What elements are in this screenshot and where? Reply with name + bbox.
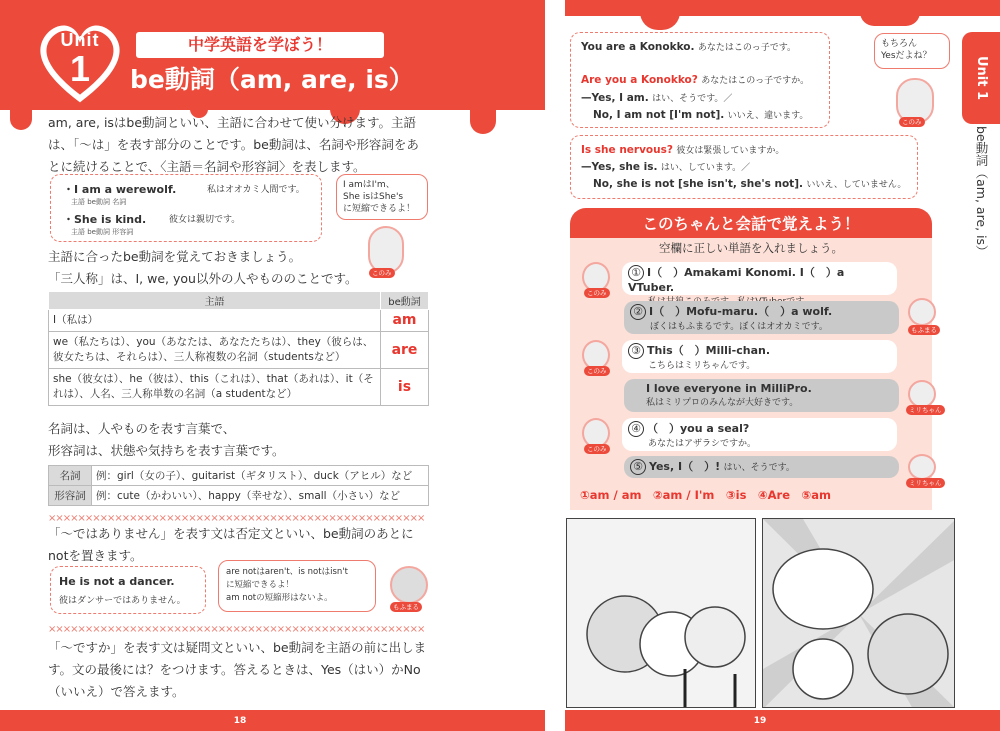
example-translation: あなたはこのっ子ですか。: [701, 76, 810, 86]
example-sentence: —Yes, she is.: [581, 161, 658, 173]
dialog-bubble: [622, 340, 897, 373]
bubble-line: Yesだよね？: [881, 51, 932, 61]
example-sentence: You are a Konokko.: [581, 41, 695, 53]
footer-bar: [0, 710, 1000, 731]
mirichan-avatar: [908, 380, 936, 408]
question-number: ④: [628, 421, 644, 437]
para-line: （いいえ）で答えます。: [48, 684, 185, 699]
question-number: ③: [628, 343, 644, 359]
noun-adj-paragraph: [48, 418, 378, 462]
subject-cell: I（私は）: [49, 310, 381, 332]
example-sentence: —Yes, I am.: [581, 92, 649, 104]
table-row: [49, 332, 429, 369]
be-verb-table: [48, 291, 429, 406]
manga-panel: [566, 518, 756, 708]
side-title: be動詞（am, are, is）: [974, 126, 989, 258]
bubble-line: に短縮できるよ！: [226, 580, 295, 590]
example-labels: 主語 be動詞 形容詞: [71, 228, 134, 236]
verb-cell: am: [381, 310, 429, 332]
dialog-english: I love everyone in MilliPro.: [646, 382, 812, 395]
table-header: be動詞: [381, 292, 429, 310]
dialog-english: Yes, I（ ）!: [649, 460, 721, 473]
example-translation: 彼女は緊張していますか。: [676, 146, 785, 156]
page-number: 18: [233, 716, 247, 726]
example-translation: はい、しています。／: [660, 163, 751, 173]
para-line: 「三人称」は、I, we, you以外の人やもののことです。: [48, 271, 358, 286]
mirichan-avatar: [908, 454, 936, 480]
example-sentence: He is not a dancer.: [59, 575, 175, 588]
para-line: 「～ですか」を表す文は疑問文といい、be動詞を主語の前に出しま: [48, 640, 427, 655]
question-number: ①: [628, 265, 644, 281]
gutter: [545, 710, 565, 731]
tip-bubble: [336, 174, 428, 220]
dialog-japanese: こちらはミリちゃんです。: [648, 361, 756, 371]
intro-line: am, are, isはbe動詞といい、主語に合わせて使い分けます。主語: [48, 115, 417, 130]
example-sentence: Is she nervous?: [581, 144, 673, 156]
manga-illustration: [567, 519, 756, 708]
table-header: 名詞: [49, 466, 92, 486]
bubble-line: に短縮できるよ！: [343, 204, 416, 214]
dialog-japanese: あなたはアザラシですか。: [648, 439, 757, 449]
dialog-english: （ ）you a seal?: [647, 422, 750, 435]
bubble-line: She isはShe's: [343, 192, 404, 202]
question-number: ⑤: [630, 459, 646, 475]
character-label: このみ: [584, 444, 610, 454]
para-line: 主語に合ったbe動詞を覚えておきましょう。: [48, 249, 302, 264]
mofumaru-avatar: [390, 566, 428, 604]
para-line: 名詞は、人やものを表す言葉で、: [48, 421, 236, 436]
verb-cell: are: [381, 332, 429, 369]
table-cell: 例：cute（かわいい）、happy（幸せな）、small（小さい）など: [92, 486, 429, 506]
para-line: 形容詞は、状態や気持ちを表す言葉です。: [48, 443, 285, 458]
unit-number: 1: [69, 48, 91, 89]
example-translation: 私はオオカミ人間です。: [207, 185, 305, 195]
example-sentence: No, I am not [I'm not].: [593, 109, 725, 121]
table-row: [49, 310, 429, 332]
talk-instruction: 空欄に正しい単語を入れましょう。: [659, 241, 843, 255]
example-box: [570, 32, 830, 128]
divider: ×××××××××××××××××××××××××××××××××××××××××××××××××××: [48, 624, 425, 634]
verb-cell: is: [381, 369, 429, 406]
example-box: [50, 174, 322, 242]
drip-decoration: [10, 100, 32, 130]
table-row: [49, 466, 429, 486]
dialog-bubble: [622, 262, 897, 295]
drip-decoration: [860, 12, 920, 26]
dialog-bubble: [624, 456, 899, 478]
example-translation: 彼はダンサーではありません。: [59, 596, 186, 606]
example-translation: いいえ、していません。: [806, 180, 907, 190]
answer-key: ①am / am ②am / I'm ③is ④Are ⑤am: [580, 488, 832, 502]
para-line: 「～ではありません」を表す文は否定文といい、be動詞のあとに: [48, 526, 414, 541]
example-translation: いいえ、違います。: [727, 111, 809, 121]
character-label: もふまる: [390, 602, 422, 612]
dialog-bubble: [622, 418, 897, 451]
example-translation: 彼女は親切です。: [169, 215, 241, 225]
para-line: notを置きます。: [48, 548, 143, 563]
dialog-english: I（ ）Mofu-maru.（ ）a wolf.: [649, 305, 833, 318]
example-labels: 主語 be動詞 名詞: [71, 198, 127, 206]
manga-panel: [762, 518, 955, 708]
manga-illustration: [763, 519, 955, 708]
character-label: ミリちゃん: [906, 478, 945, 488]
mofumaru-avatar: [908, 298, 936, 326]
dialog-japanese: ぼくはもふまるです。ぼくはオオカミです。: [650, 322, 828, 332]
table-header: 形容詞: [49, 486, 92, 506]
unit-label: [38, 30, 122, 87]
character-label: このみ: [899, 117, 925, 127]
negative-example-box: [50, 566, 206, 614]
example-sentence: Are you a Konokko?: [581, 74, 698, 86]
para-line: す。文の最後には？をつけます。答えるときは、Yes（はい）かNo: [48, 662, 421, 677]
dialog-english: I（ ）Amakami Konomi. I（ ）a VTuber.: [628, 266, 845, 294]
subject-cell: we（私たちは）、you（あなたは、あなたたちは）、they（彼らは、彼女たちは、それらは）、三人称複数の名詞（studentsなど）: [49, 332, 381, 369]
table-header: 主語: [49, 292, 381, 310]
character-label: このみ: [369, 268, 395, 278]
example-sentence: No, she is not [she isn't, she's not].: [593, 178, 803, 190]
header-background-right: [565, 0, 1000, 16]
bubble-line: I amはI'm、: [343, 180, 395, 190]
question-paragraph: [48, 637, 438, 703]
character-label: もふまる: [908, 325, 940, 335]
bubble-line: are notはaren't、is notはisn't: [226, 567, 348, 577]
drip-decoration: [640, 12, 680, 30]
table-row: [49, 486, 429, 506]
character-label: このみ: [584, 366, 610, 376]
intro-paragraph: [48, 112, 438, 178]
talk-section-title: このちゃんと会話で覚えよう！: [570, 208, 932, 240]
dialog-japanese: はい、そうです。: [723, 463, 795, 473]
dialog-english: This（ ）Milli-chan.: [647, 344, 771, 357]
dialog-japanese: 私はミリプロのみんなが大好きです。: [646, 398, 799, 408]
drip-decoration: [470, 100, 496, 134]
dialog-bubble: [624, 379, 899, 412]
subtitle-ribbon: 中学英語を学ぼう！: [136, 32, 384, 58]
intro-line: は、「～は」を表す部分のことです。be動詞は、名詞や形容詞をあ: [48, 137, 419, 152]
example-sentence: ・She is kind.: [63, 213, 147, 226]
example-translation: はい、そうです。／: [652, 94, 733, 104]
tip-bubble: [874, 33, 950, 69]
dialog-bubble: [624, 301, 899, 334]
bubble-line: もちろん: [881, 39, 918, 49]
subject-paragraph: [48, 246, 378, 290]
tip-bubble: [218, 560, 376, 612]
character-label: ミリちゃん: [906, 405, 945, 415]
divider: ×××××××××××××××××××××××××××××××××××××××××××××××××××: [48, 513, 425, 523]
page-number: 19: [753, 716, 767, 726]
table-row: [49, 369, 429, 406]
unit-word: Unit: [60, 30, 100, 50]
example-sentence: ・I am a werewolf.: [63, 183, 177, 196]
subject-cell: she（彼女は）、he（彼は）、this（これは）、that（あれは）、it（それは）、人名、三人称単数の名詞（a studentなど）: [49, 369, 381, 406]
noun-adjective-table: [48, 465, 429, 506]
page-title: be動詞（am, are, is）: [130, 65, 414, 94]
table-cell: 例：girl（女の子）、guitarist（ギタリスト）、duck（アヒル）など: [92, 466, 429, 486]
example-translation: あなたはこのっ子です。: [697, 43, 797, 53]
intro-line: とに続けることで、〈主語＝名詞や形容詞〉を表します。: [48, 159, 366, 174]
example-box: [570, 135, 918, 199]
character-label: このみ: [584, 288, 610, 298]
bubble-line: am notの短縮形はないよ。: [226, 593, 333, 603]
unit-side-tab: Unit 1: [962, 32, 1000, 124]
question-number: ②: [630, 304, 646, 320]
